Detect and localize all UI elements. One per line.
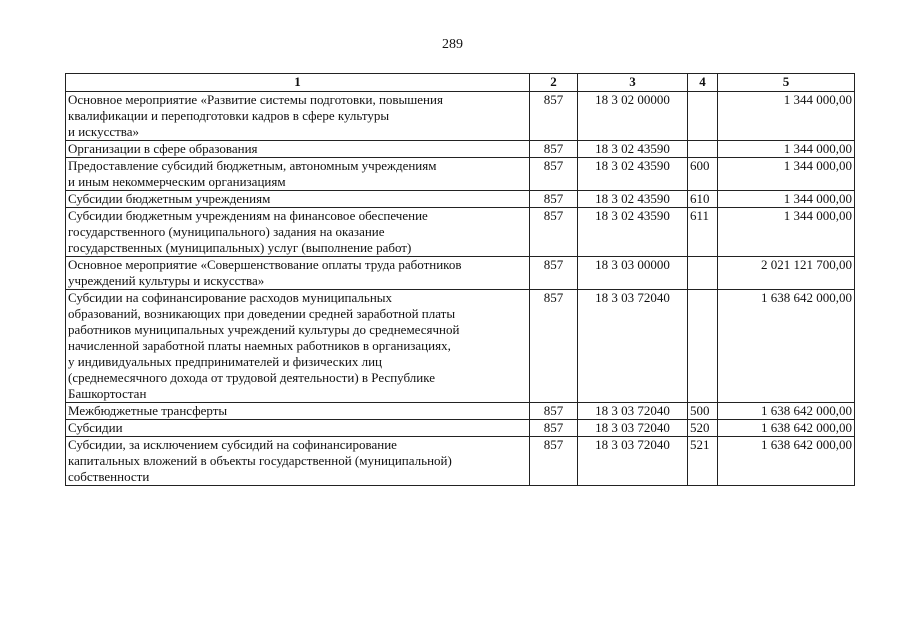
row-type-cell [688,92,718,141]
table-row [66,403,855,420]
row-name-cell: Субсидии на софинансирование расходов муниципальных образований, возникающих при доведении средней заработной платы работников муниципальных учреждений культуры до среднемесячной начисленной заработной платы наемных работников в организациях, у индивидуальных предпринимателей и физических лиц (среднемесячного дохода от трудовой деятельности) в Республике Башкортостан [66,290,530,403]
row-type-cell: 520 [688,420,718,437]
page-number: 289 [442,37,463,52]
row-ministry-cell: 857 [530,290,578,403]
row-amount-cell: 1 344 000,00 [718,92,855,141]
row-name-cell: Субсидии, за исключением субсидий на софинансирование капитальных вложений в объекты государственной (муниципальной) собственности [66,437,530,486]
row-ministry-cell: 857 [530,158,578,191]
budget-table [65,73,855,486]
row-ministry-cell: 857 [530,208,578,257]
header-col-5: 5 [718,74,855,92]
row-code-cell: 18 3 02 43590 [578,191,688,208]
row-name-cell: Субсидии бюджетным учреждениям на финансовое обеспечение государственного (муниципального) задания на оказание государственных (муниципальных) услуг (выполнение работ) [66,208,530,257]
table-row [66,420,855,437]
row-name-cell: Основное мероприятие «Совершенствование оплаты труда работников учреждений культуры и искусства» [66,257,530,290]
row-ministry-cell: 857 [530,141,578,158]
table-row [66,141,855,158]
table-row [66,158,855,191]
header-row [66,74,855,92]
row-ministry-cell: 857 [530,257,578,290]
row-code-cell: 18 3 03 72040 [578,290,688,403]
row-type-cell: 610 [688,191,718,208]
row-name-cell: Межбюджетные трансферты [66,403,530,420]
row-type-cell [688,290,718,403]
header-col-1: 1 [66,74,530,92]
table-row [66,208,855,257]
row-ministry-cell: 857 [530,191,578,208]
row-amount-cell: 1 638 642 000,00 [718,403,855,420]
row-amount-cell: 1 638 642 000,00 [718,290,855,403]
row-name-cell: Субсидии бюджетным учреждениям [66,191,530,208]
row-name-cell: Организации в сфере образования [66,141,530,158]
row-amount-cell: 1 344 000,00 [718,208,855,257]
table-row [66,92,855,141]
table-row [66,257,855,290]
row-type-cell: 600 [688,158,718,191]
table-body [66,92,855,486]
row-amount-cell: 1 638 642 000,00 [718,420,855,437]
header-col-3: 3 [578,74,688,92]
row-ministry-cell: 857 [530,437,578,486]
row-amount-cell: 2 021 121 700,00 [718,257,855,290]
row-code-cell: 18 3 02 00000 [578,92,688,141]
row-type-cell: 521 [688,437,718,486]
table-row [66,290,855,403]
table-row [66,437,855,486]
row-amount-cell: 1 344 000,00 [718,141,855,158]
row-amount-cell: 1 344 000,00 [718,191,855,208]
row-code-cell: 18 3 03 00000 [578,257,688,290]
row-name-cell: Основное мероприятие «Развитие системы подготовки, повышения квалификации и переподготовки кадров в сфере культуры и искусства» [66,92,530,141]
row-type-cell: 611 [688,208,718,257]
row-name-cell: Субсидии [66,420,530,437]
row-code-cell: 18 3 03 72040 [578,403,688,420]
header-col-4: 4 [688,74,718,92]
row-type-cell [688,141,718,158]
row-amount-cell: 1 638 642 000,00 [718,437,855,486]
row-ministry-cell: 857 [530,403,578,420]
row-code-cell: 18 3 02 43590 [578,141,688,158]
row-code-cell: 18 3 02 43590 [578,158,688,191]
row-ministry-cell: 857 [530,92,578,141]
row-type-cell [688,257,718,290]
table-row [66,191,855,208]
row-name-cell: Предоставление субсидий бюджетным, автономным учреждениям и иным некоммерческим организациям [66,158,530,191]
row-type-cell: 500 [688,403,718,420]
header-col-2: 2 [530,74,578,92]
row-code-cell: 18 3 03 72040 [578,420,688,437]
row-amount-cell: 1 344 000,00 [718,158,855,191]
row-code-cell: 18 3 02 43590 [578,208,688,257]
row-code-cell: 18 3 03 72040 [578,437,688,486]
row-ministry-cell: 857 [530,420,578,437]
